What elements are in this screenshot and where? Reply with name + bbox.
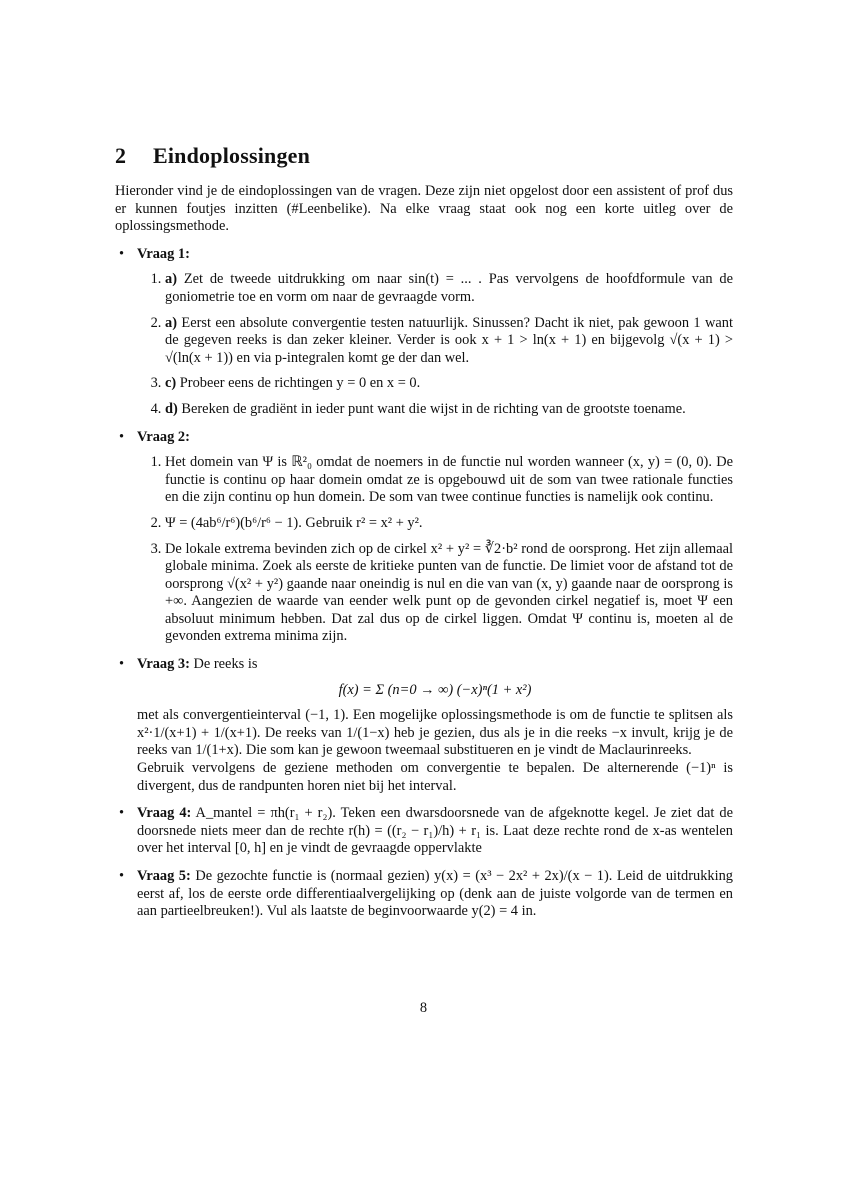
list-item: 3. c) Probeer eens de richtingen y = 0 en x = 0. — [165, 375, 733, 393]
bullet-icon: • — [119, 656, 125, 673]
bullet-icon: • — [119, 245, 125, 262]
vraag-2-title: Vraag 2: — [137, 428, 190, 445]
vraag-5 — [115, 868, 733, 921]
vraag-4 — [115, 805, 733, 858]
vraag-1-title: Vraag 1: — [137, 245, 190, 262]
page-number: 8 — [419, 1000, 428, 1016]
section-content — [115, 183, 733, 921]
section-title: Eindoplossingen — [153, 143, 311, 168]
vraag-4-title: Vraag 4: — [137, 805, 192, 822]
vraag-5-text: De gezochte functie is (normaal gezien) y(x) = (x³ − 2x² + 2x)/(x − 1). Leid de uitdrukking eerst af, los de eerste orde differentiaalvergelijking op (denk aan de juiste volgorde van de termen en aan partieelbreuken!). Vul als laatste de beginvoorwaarde y(2) = 4 in. — [137, 868, 733, 920]
vraag-2 — [115, 429, 733, 647]
vraag-3-paragraph-2: Gebruik vervolgens de geziene methoden om convergentie te bepalen. De alternerende (−1)ⁿ is divergent, dus de randpunten horen niet bij het interval. — [137, 760, 733, 794]
intro-paragraph: Hieronder vind je de eindoplossingen van de vragen. Deze zijn niet opgelost door een assistent of prof dus er kunnen foutjes inzitten (#Leenbelike). Na elke vraag staat ook nog een korte uitleg over de oplossingsmethode. — [115, 183, 733, 235]
list-item: 4. d) Bereken de gradiënt in ieder punt want die wijst in de richting van de grootste toename. — [165, 401, 733, 419]
vraag-1 — [115, 246, 733, 419]
vraag-2-list — [137, 454, 733, 646]
bullet-icon: • — [119, 805, 125, 822]
series-formula: f(x) = Σ (n=0 → ∞) (−x)ⁿ(1 + x²) — [338, 681, 532, 698]
vraag-3-title: Vraag 3: — [137, 656, 190, 673]
list-item: 2. a) Eerst een absolute convergentie testen natuurlijk. Sinussen? Dacht ik niet, pak gewoon 1 want de gegeven reeks is dan zeker kleiner. Verder is ook x + 1 > ln(x + 1) en bijgevolg √(x + 1) > √(ln(x + 1)) en via p-integralen komt ge der dan wel. — [165, 315, 733, 368]
vraag-3-paragraph-1: met als convergentieinterval (−1, 1). Een mogelijke oplossingsmethode is om de functie te splitsen als x²·1/(x+1) + 1/(x+1). De reeks van 1/(1−x) heb je gezien, dus als je in die reeks −x invult, krijg je de reeks van 1/(1+x). Die som kan je gewoon tweemaal substitueren en je vindt de Maclaurinreeks. — [137, 707, 733, 759]
vraag-3-lead: De reeks is — [193, 656, 258, 673]
list-item: 2. Ψ = (4ab⁶/r⁶)(b⁶/r⁶ − 1). Gebruik r² = x² + y². — [165, 515, 733, 533]
bullet-icon: • — [119, 428, 125, 445]
section-heading — [115, 143, 310, 169]
list-item: 1. a) Zet de tweede uitdrukking om naar sin(t) = ... . Pas vervolgens de hoofdformule van de goniometrie toe en vorm om naar de gevraagde vorm. — [165, 271, 733, 306]
list-item: 1. Het domein van Ψ is ℝ²₀ omdat de noemers in de functie nul worden wanneer (x, y) = (0, 0). De functie is continu op haar domein omdat ze is opgebouwd uit de som van twee rationale functies en die zijn continu op hun domein. De som van twee continue functies is namelijk ook continu. — [165, 454, 733, 507]
section-number: 2 — [115, 143, 127, 168]
vraag-5-title: Vraag 5: — [137, 868, 191, 884]
vraag-4-text: A_mantel = πh(r₁ + r₂). Teken een dwarsdoorsnede van de afgeknotte kegel. Je ziet dat de doorsnede niets meer dan de rechte r(h) = ((r₂ − r₁)/h) + r₁ is. Laat deze rechte rond de x-as wentelen over het interval [0, h] en je vindt de gevraagde oppervlakte — [137, 805, 733, 857]
vraag-1-list — [137, 271, 733, 418]
list-item: 3. De lokale extrema bevinden zich op de cirkel x² + y² = ∛2·b² rond de oorsprong. Het zijn allemaal globale minima. Zoek als eerste de kritieke punten van de functie. De limiet voor de afstand tot de oorsprong √(x² + y²) gaande naar oneindig is nul en die van van (x, y) gaande naar de oorsprong is +∞. Aangezien de waarde van eender welk punt op de gevonden cirkel negatief is, moet Ψ een absoluut minimum hebben. Dat zal dus op de cirkel liggen. Omdat Ψ continu is, moeten al de gevonden extrema minima zijn. — [165, 541, 733, 647]
bullet-icon: • — [119, 868, 125, 884]
vraag-3 — [115, 656, 733, 795]
